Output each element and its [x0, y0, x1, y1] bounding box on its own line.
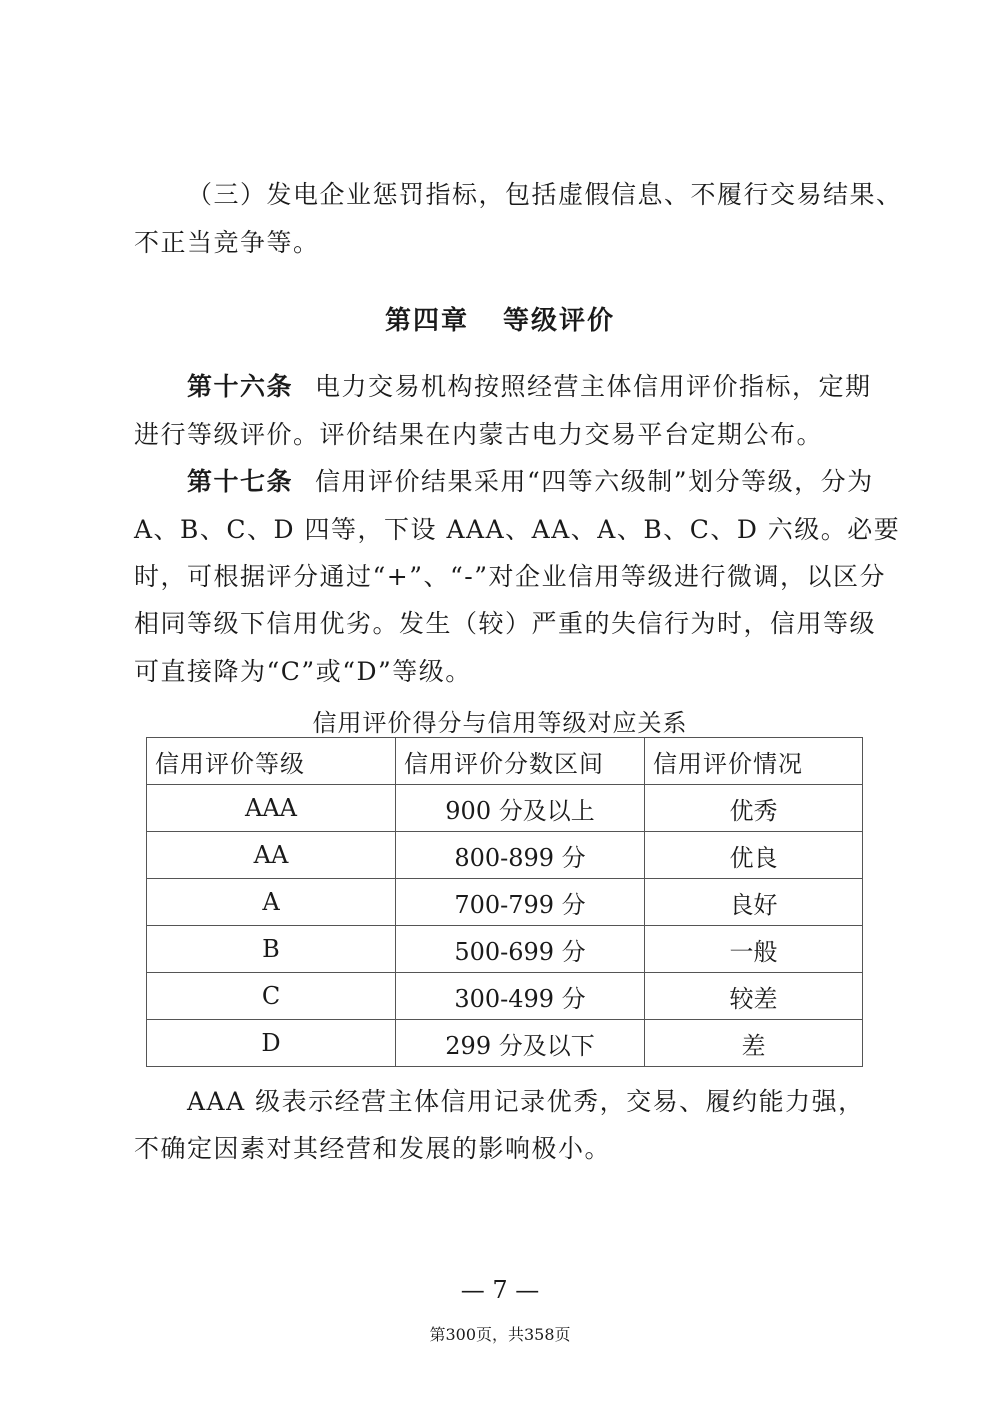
cell-evaluation: 较差 [645, 973, 863, 1020]
table-header-row [147, 738, 863, 785]
table-row [147, 785, 863, 832]
header-grade: 信用评价等级 [147, 738, 396, 785]
article17-line1 [187, 467, 874, 497]
article17-label: 第十七条 [187, 467, 294, 496]
article17-line3: 时，可根据评分通过“+”、“-”对企业信用等级进行微调，以区分 [134, 562, 887, 591]
article17-line4: 相同等级下信用优劣。发生（较）严重的失信行为时，信用等级 [134, 609, 877, 638]
cell-score-range: 900 分及以上 [396, 785, 645, 832]
page-counter: 第300页，共358页 [429, 1325, 571, 1344]
closing-line1: AAA 级表示经营主体信用记录优秀，交易、履约能力强， [187, 1087, 865, 1116]
cell-score-range: 800-899 分 [396, 832, 645, 879]
cell-evaluation: 差 [645, 1020, 863, 1067]
cell-grade: AA [147, 832, 396, 879]
cell-evaluation: 一般 [645, 926, 863, 973]
paragraph-item3-line2: 不正当竞争等。 [134, 228, 320, 257]
table-row [147, 973, 863, 1020]
table-row [147, 832, 863, 879]
article17-text1: 信用评价结果采用“四等六级制”划分等级，分为 [315, 467, 874, 496]
cell-evaluation: 优良 [645, 832, 863, 879]
closing-line2: 不确定因素对其经营和发展的影响极小。 [134, 1134, 612, 1163]
table-row [147, 879, 863, 926]
cell-grade: A [147, 879, 396, 926]
chapter-heading [0, 300, 1000, 337]
cell-grade: C [147, 973, 396, 1020]
article17-line2: A、B、C、D 四等，下设 AAA、AA、A、B、C、D 六级。必要 [134, 515, 901, 544]
article16-text1: 电力交易机构按照经营主体信用评价指标，定期 [315, 372, 872, 401]
page-number: — 7 — [460, 1276, 540, 1304]
cell-grade: D [147, 1020, 396, 1067]
cell-score-range: 300-499 分 [396, 973, 645, 1020]
article16-line1 [187, 372, 872, 402]
cell-score-range: 700-799 分 [396, 879, 645, 926]
chapter-title: 等级评价 [503, 306, 616, 336]
cell-score-range: 299 分及以下 [396, 1020, 645, 1067]
table-row [147, 1020, 863, 1067]
table-caption: 信用评价得分与信用等级对应关系 [312, 709, 688, 737]
chapter-number: 第四章 [384, 306, 469, 336]
header-evaluation: 信用评价情况 [645, 738, 863, 785]
paragraph-item3-line1: （三）发电企业惩罚指标，包括虚假信息、不履行交易结果、 [187, 180, 903, 209]
cell-evaluation: 优秀 [645, 785, 863, 832]
cell-grade: B [147, 926, 396, 973]
credit-grade-table [146, 737, 863, 1067]
cell-evaluation: 良好 [645, 879, 863, 926]
article16-label: 第十六条 [187, 372, 294, 401]
header-score-range: 信用评价分数区间 [396, 738, 645, 785]
article17-line5: 可直接降为“C”或“D”等级。 [134, 657, 472, 686]
cell-grade: AAA [147, 785, 396, 832]
table-row [147, 926, 863, 973]
article16-line2: 进行等级评价。评价结果在内蒙古电力交易平台定期公布。 [134, 420, 824, 449]
cell-score-range: 500-699 分 [396, 926, 645, 973]
